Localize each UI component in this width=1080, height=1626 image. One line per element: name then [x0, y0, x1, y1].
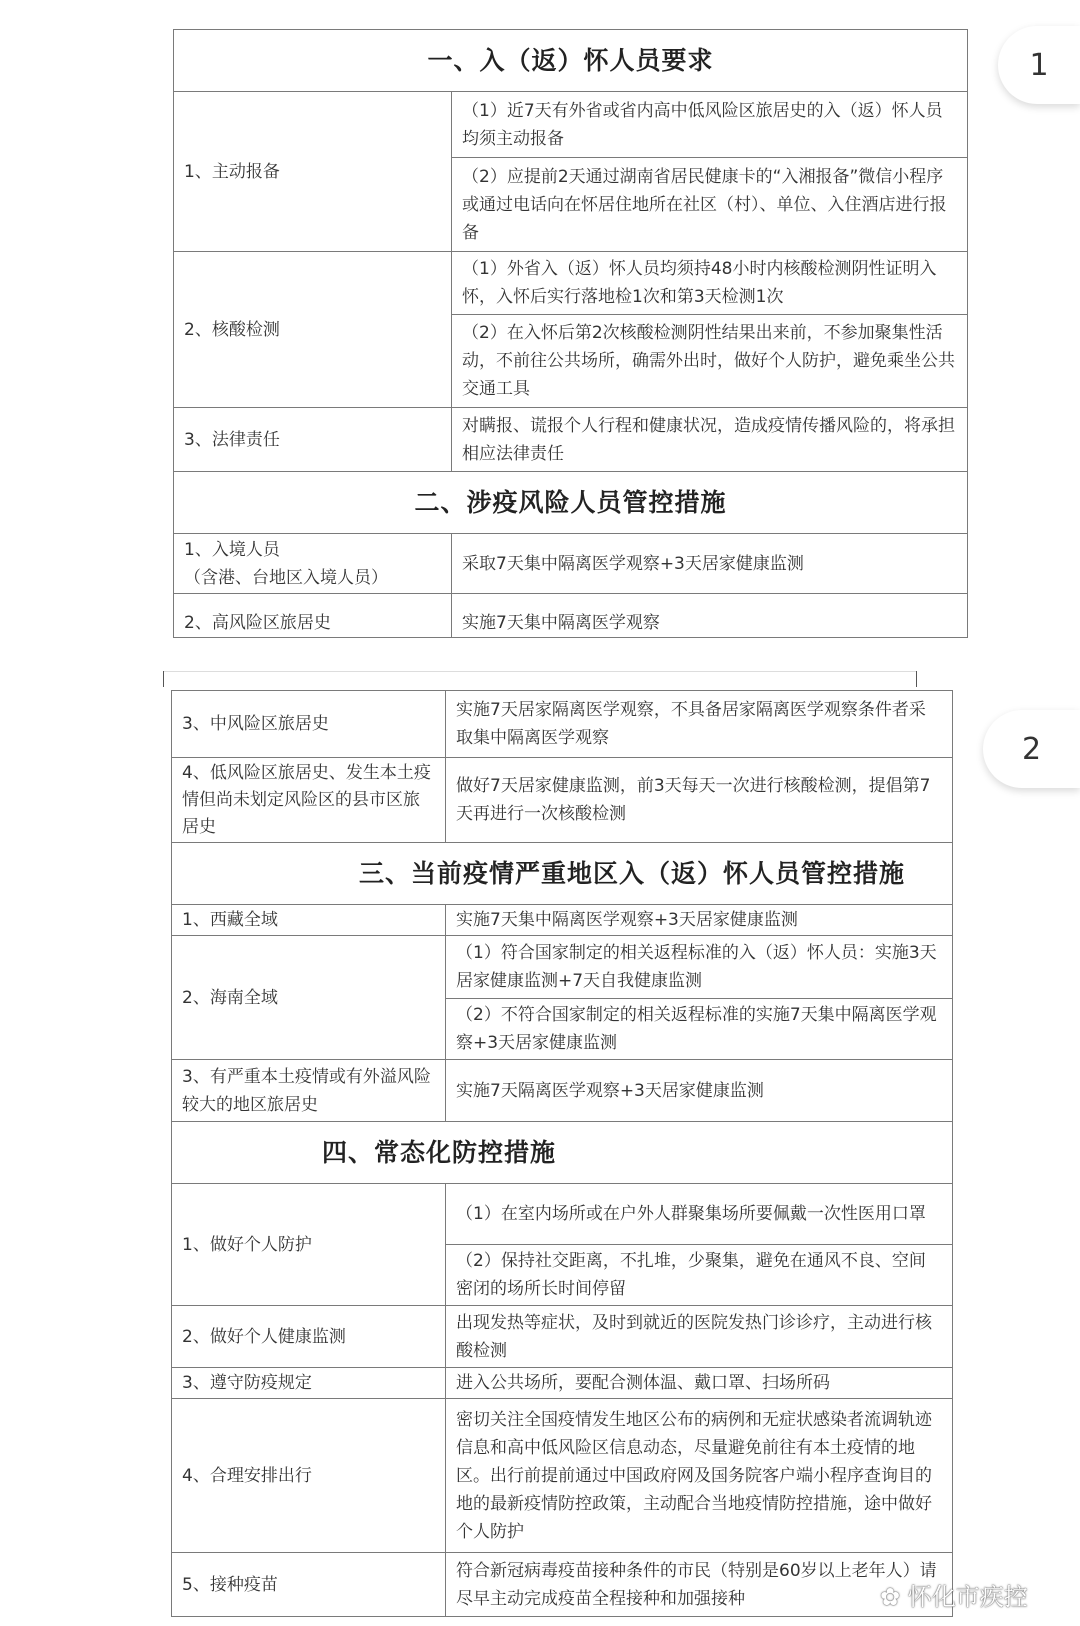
section-3-title: 三、当前疫情严重地区入（返）怀人员管控措施	[172, 843, 953, 905]
row-text: 实施7天集中隔离医学观察	[452, 594, 968, 638]
row-label: 2、做好个人健康监测	[172, 1306, 446, 1368]
row-label: 1、西藏全域	[172, 905, 446, 936]
row-text: 采取7天集中隔离医学观察+3天居家健康监测	[452, 534, 968, 594]
row-label: 2、核酸检测	[174, 252, 452, 408]
row-label: 1、主动报备	[174, 92, 452, 252]
row-label: 5、接种疫苗	[172, 1553, 446, 1617]
row-text: （2）在入怀后第2次核酸检测阴性结果出来前，不参加聚集性活动，不前往公共场所，确需外出时，做好个人防护，避免乘坐公共交通工具	[452, 315, 968, 408]
page-number-badge-1[interactable]: 1	[998, 26, 1080, 104]
row-text: 出现发热等症状，及时到就近的医院发热门诊诊疗，主动进行核酸检测	[446, 1306, 953, 1368]
row-text: （2）应提前2天通过湖南省居民健康卡的“入湘报备”微信小程序或通过电话向在怀居住地所在社区（村）、单位、入住酒店进行报备	[452, 158, 968, 252]
page-corner-mark	[163, 671, 164, 687]
section-2-title: 二、涉疫风险人员管控措施	[174, 472, 968, 534]
label-line: 1、入境人员	[184, 539, 280, 560]
row-text: （1）在室内场所或在户外人群聚集场所要佩戴一次性医用口罩	[446, 1184, 953, 1245]
row-label: 3、遵守防疫规定	[172, 1368, 446, 1399]
row-text: 实施7天隔离医学观察+3天居家健康监测	[446, 1060, 953, 1122]
row-text: 实施7天集中隔离医学观察+3天居家健康监测	[446, 905, 953, 936]
row-text: （1）符合国家制定的相关返程标准的入（返）怀人员：实施3天居家健康监测+7天自我健康监测	[446, 936, 953, 999]
row-text: 符合新冠病毒疫苗接种条件的市民（特别是60岁以上老年人）请尽早主动完成疫苗全程接种和加强接种	[446, 1553, 953, 1617]
row-label: 4、合理安排出行	[172, 1399, 446, 1553]
watermark	[880, 1577, 1028, 1612]
page-2-table	[171, 690, 953, 1617]
row-text: （1）外省入（返）怀人员均须持48小时内核酸检测阴性证明入怀，入怀后实行落地检1次和第3天检测1次	[452, 252, 968, 315]
row-label: 4、低风险区旅居史、发生本土疫情但尚未划定风险区的县市区旅居史	[172, 758, 446, 843]
row-text: 实施7天居家隔离医学观察，不具备居家隔离医学观察条件者采取集中隔离医学观察	[446, 691, 953, 758]
section-1-title: 一、入（返）怀人员要求	[174, 30, 968, 92]
row-label: 3、有严重本土疫情或有外溢风险较大的地区旅居史	[172, 1060, 446, 1122]
label-line: （含港、台地区入境人员）	[184, 567, 388, 588]
row-label: 3、法律责任	[174, 408, 452, 472]
row-label: 2、海南全域	[172, 936, 446, 1060]
row-label: 1、做好个人防护	[172, 1184, 446, 1306]
row-text: 密切关注全国疫情发生地区公布的病例和无症状感染者流调轨迹信息和高中低风险区信息动态，尽量避免前往有本土疫情的地区。出行前提前通过中国政府网及国务院客户端小程序查询目的地的最新疫情防控政策，主动配合当地疫情防控措施，途中做好个人防护	[446, 1399, 953, 1553]
watermark-text: 怀化市疾控	[907, 1583, 1028, 1611]
page-corner-mark	[916, 671, 917, 687]
row-text: 进入公共场所，要配合测体温、戴口罩、扫场所码	[446, 1368, 953, 1399]
row-label: 3、中风险区旅居史	[172, 691, 446, 758]
row-text: （2）保持社交距离，不扎堆，少聚集，避免在通风不良、空间密闭的场所长时间停留	[446, 1245, 953, 1306]
row-label: 2、高风险区旅居史	[174, 594, 452, 638]
row-text: 做好7天居家健康监测，前3天每天一次进行核酸检测，提倡第7天再进行一次核酸检测	[446, 758, 953, 843]
page-1-table	[173, 29, 968, 638]
page-number-badge-2[interactable]: 2	[983, 710, 1080, 788]
page-divider	[163, 671, 917, 672]
row-text: （1）近7天有外省或省内高中低风险区旅居史的入（返）怀人员均须主动报备	[452, 92, 968, 158]
row-label	[174, 534, 452, 594]
wechat-icon: ✿	[880, 1583, 901, 1611]
row-text: 对瞒报、谎报个人行程和健康状况，造成疫情传播风险的，将承担相应法律责任	[452, 408, 968, 472]
row-text: （2）不符合国家制定的相关返程标准的实施7天集中隔离医学观察+3天居家健康监测	[446, 999, 953, 1060]
section-4-title: 四、常态化防控措施	[172, 1122, 953, 1184]
